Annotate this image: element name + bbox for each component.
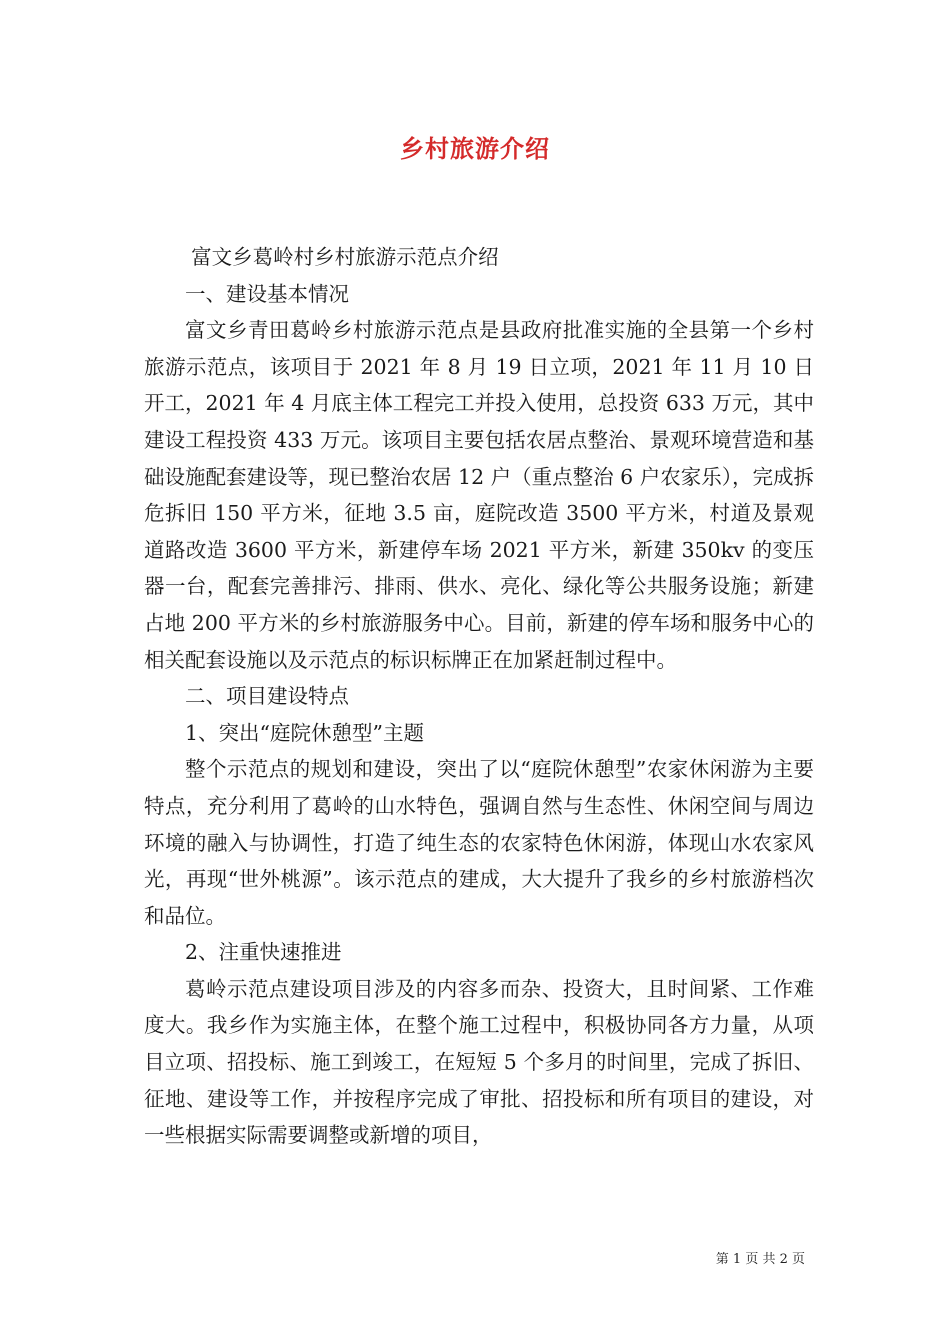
section-heading-2: 二、项目建设特点 (185, 684, 349, 709)
subheading-2: 2、注重快速推进 (185, 940, 342, 965)
body-paragraph-2: 整个示范点的规划和建设，突出了以“庭院休憩型”农家休闲游为主要特点，充分利用了葛岭的山水特色，强调自然与生态性、休闲空间与周边环境的融入与协调性，打造了纯生态的农家特色休闲游，体现山水农家风光，再现“世外桃源”。该示范点的建成，大大提升了我乡的乡村旅游档次和品位。 (144, 757, 814, 928)
section-heading-1: 一、建设基本情况 (185, 281, 349, 306)
intro-line: 富文乡葛岭村乡村旅游示范点介绍 (191, 245, 499, 269)
body-paragraph-1: 富文乡青田葛岭乡村旅游示范点是县政府批准实施的全县第一个乡村旅游示范点，该项目于 2021 年 8 月 19 日立项，2021 年 11 月 10 日开工，2021 年 4 月底主体工程完工并投入使用，总投资 633 万元，其中建设工程投资 433 万元。该项目主要包括农居点整治、景观环境营造和基础设施配套建设等，现已整治农居 12 户（重点整治 6 户农家乐），完成拆危拆旧 150 平方米，征地 3.5 亩，庭院改造 3500 平方米，村道及景观道路改造 3600 平方米，新建停车场 2021 平方米，新建 350kv 的变压器一台，配套完善排污、排雨、供水、亮化、绿化等公共服务设施；新建占地 200 平方米的乡村旅游服务中心。目前，新建的停车场和服务中心的相关配套设施以及示范点的标识标牌正在加紧赶制过程中。 (144, 318, 814, 672)
page-number: 第 1 页 共 2 页 (715, 1252, 805, 1267)
document-body (144, 239, 814, 1154)
body-paragraph-3: 葛岭示范点建设项目涉及的内容多而杂、投资大，且时间紧、工作难度大。我乡作为实施主体，在整个施工过程中，积极协同各方力量，从项目立项、招投标、施工到竣工，在短短 5 个多月的时间里，完成了拆旧、征地、建设等工作，并按程序完成了审批、招投标和所有项目的建设，对一些根据实际需要调整或新增的项目， (144, 976, 814, 1148)
document-title: 乡村旅游介绍 (400, 134, 550, 163)
subheading-1: 1、突出“庭院休憩型”主题 (185, 720, 425, 745)
